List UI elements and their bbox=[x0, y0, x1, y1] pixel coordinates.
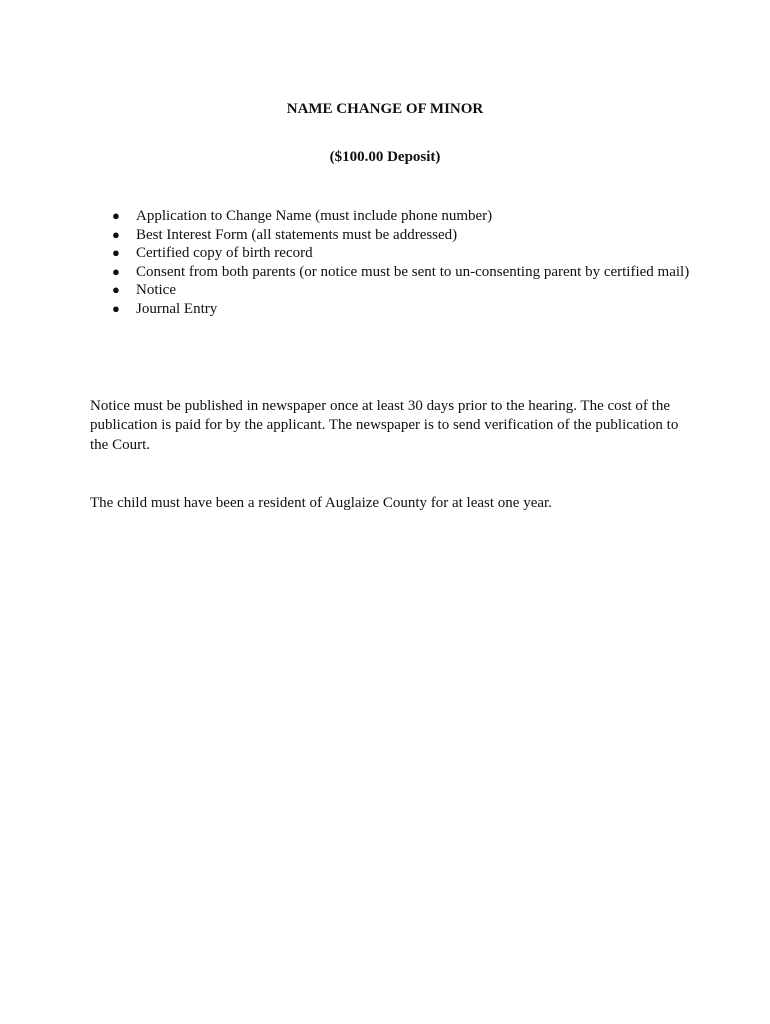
list-item bbox=[110, 300, 690, 319]
bullet-icon: ● bbox=[112, 245, 120, 261]
bullet-icon: ● bbox=[112, 300, 120, 316]
page-title: NAME CHANGE OF MINOR bbox=[286, 101, 484, 117]
list-item-text: Journal Entry bbox=[136, 300, 218, 317]
list-item-text: Best Interest Form (all statements must be addressed) bbox=[136, 226, 458, 243]
bullet-icon: ● bbox=[112, 263, 120, 279]
list-item bbox=[110, 207, 690, 226]
list-item-text: Certified copy of birth record bbox=[136, 245, 313, 262]
list-item-text: Application to Change Name (must include phone number) bbox=[136, 208, 493, 224]
list-item bbox=[110, 244, 690, 263]
notice-paragraph: Notice must be published in newspaper once at least 30 days prior to the hearing. The cost of the publication is paid for by the applicant. The newspaper is to send verification of the publication to the Court. bbox=[90, 398, 679, 453]
bullet-icon: ● bbox=[112, 226, 120, 242]
bullet-icon: ● bbox=[112, 208, 120, 223]
list-item-text: Notice bbox=[136, 282, 176, 299]
list-item bbox=[110, 263, 690, 282]
list-item bbox=[110, 281, 690, 300]
list-item-text: Consent from both parents (or notice must be sent to un-consenting parent by certified mail) bbox=[136, 263, 690, 280]
deposit-subtitle: ($100.00 Deposit) bbox=[329, 149, 441, 165]
list-item bbox=[110, 226, 690, 245]
requirements-list bbox=[110, 207, 690, 319]
residency-paragraph: The child must have been a resident of Auglaize County for at least one year. bbox=[90, 495, 552, 511]
bullet-icon: ● bbox=[112, 282, 120, 298]
